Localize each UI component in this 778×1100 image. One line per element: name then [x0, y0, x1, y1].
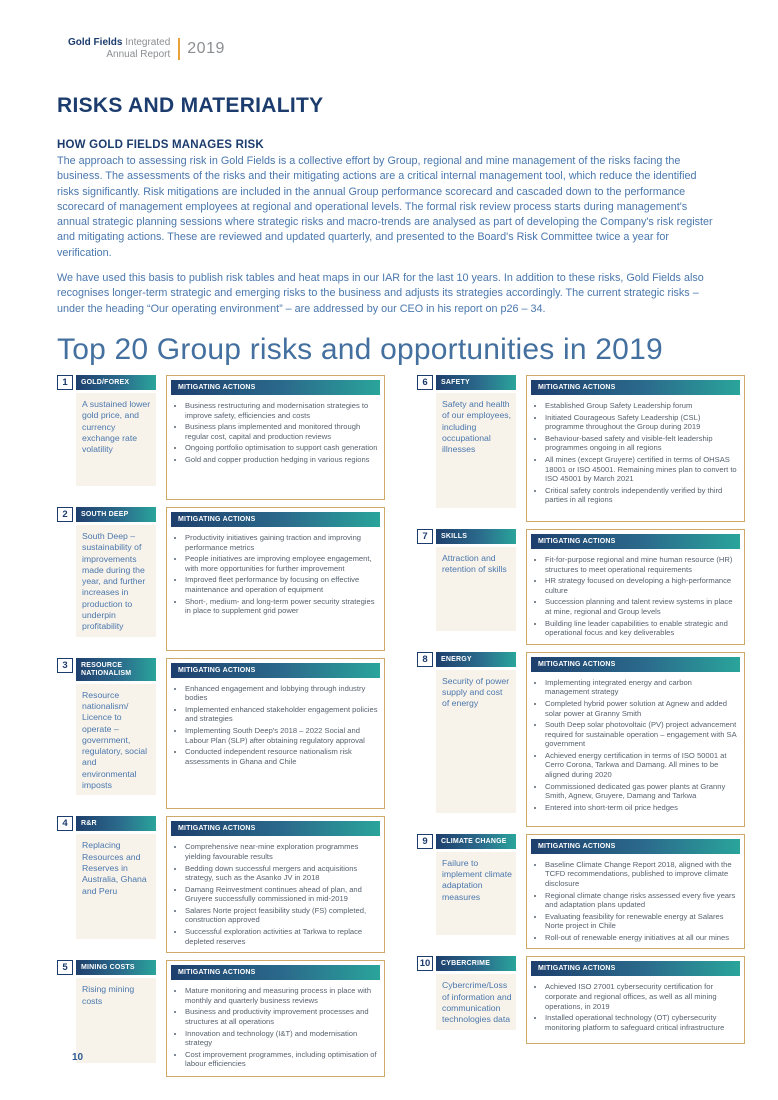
- action-item: • Bedding down successful mergers and acquisitions strategy, such as the Asanko JV in 2018: [185, 864, 378, 883]
- risk-number-badge: 7: [417, 529, 433, 544]
- risk-category-bar: SKILLS: [436, 529, 516, 544]
- risk-number-badge: 2: [57, 507, 73, 522]
- risk-item-3: [57, 658, 385, 810]
- action-item: • Completed hybrid power solution at Agnew and added solar power at Granny Smith: [545, 699, 738, 718]
- mitigating-actions-header: MITIGATING ACTIONS: [171, 663, 380, 678]
- section-paragraph-2: We have used this basis to publish risk tables and heat maps in our IAR for the last 10 years. In addition to these risks, Gold Fields also recognises longer-term strategic and emerging risks to the business and adjusts its strategies accordingly. The current strategic risks – under the heading “Our operating environment” – are addressed by our CEO in his report on p26 – 34.: [57, 272, 704, 315]
- action-item: • Successful exploration activities at Tarkwa to replace depleted reserves: [185, 927, 378, 946]
- section-paragraph-1: The approach to assessing risk in Gold Fields is a collective effort by Group, regional and mine management of the risks facing the business. The assessments of the risks and their mitigating actions are a critical internal management tool, which reduce the identified risks significantly. Risk mitigations are included in the annual Group performance scorecard and cascaded down to the performance scorecard of management employees at regional and operational levels. The formal risk review process starts during management's annual strategic planning sessions where strategic risks and macro-trends are analysed as part of developing the Company's risk register and mitigating actions. These are reviewed and updated quarterly, and presented to the Board's Risk Committee twice a year for verification.: [57, 155, 713, 259]
- mitigating-actions-header: MITIGATING ACTIONS: [531, 534, 740, 549]
- mitigating-actions-list: [171, 842, 378, 946]
- risk-category-bar: SAFETY: [436, 375, 516, 390]
- action-item: • Baseline Climate Change Report 2018, aligned with the TCFD recommendations, published to improve climate disclosure: [545, 860, 738, 889]
- action-item: • Damang Reinvestment continues ahead of plan, and Gruyere successfully commissioned in mid-2019: [185, 885, 378, 904]
- risk-number-badge: 8: [417, 652, 433, 667]
- risk-column-left: [57, 375, 385, 1084]
- mitigating-actions-box: [166, 375, 385, 500]
- action-item: • Critical safety controls independently verified by third parties in all regions: [545, 486, 738, 505]
- mitigating-actions-list: [171, 684, 378, 767]
- action-item: • Commissioned dedicated gas power plants at Granny Smith, Agnew, Gruyere, Damang and Tarkwa: [545, 782, 738, 801]
- action-item: • Mature monitoring and measuring process in place with monthly and quarterly business reviews: [185, 986, 378, 1005]
- mitigating-actions-list: [531, 401, 738, 505]
- action-item: • Achieved energy certification in terms of ISO 50001 at Cerro Corona, Tarkwa and Damang. All mines to be aligned during 2020: [545, 751, 738, 780]
- risk-number-badge: 4: [57, 816, 73, 831]
- action-item: • Short-, medium- and long-term power security strategies in place to supplement grid power: [185, 597, 378, 616]
- action-item: • Building line leader capabilities to enable strategic and operational focus and key deliverables: [545, 619, 738, 638]
- action-item: • People initiatives are improving employee engagement, with more opportunities for further improvement: [185, 554, 378, 573]
- risk-description: Safety and health of our employees, including occupational illnesses: [436, 393, 516, 508]
- brand-divider: [178, 38, 180, 60]
- risk-description: South Deep – sustainability of improvements made during the year, and further increases in production to underpin profitability: [76, 525, 156, 637]
- mitigating-actions-header: MITIGATING ACTIONS: [171, 512, 380, 527]
- mitigating-actions-box: [526, 956, 745, 1043]
- risk-column-right: [417, 375, 745, 1084]
- action-item: • Productivity initiatives gaining traction and improving performance metrics: [185, 533, 378, 552]
- action-item: • Improved fleet performance by focusing on effective maintenance and operation of equipment: [185, 575, 378, 594]
- risk-item-2: [57, 507, 385, 651]
- action-item: • Business and productivity improvement processes and structures at all operations: [185, 1007, 378, 1026]
- action-item: • Implementing integrated energy and carbon management strategy: [545, 678, 738, 697]
- risk-category-bar: SOUTH DEEP: [76, 507, 156, 522]
- risk-item-6: [417, 375, 745, 522]
- mitigating-actions-list: [171, 401, 378, 465]
- mitigating-actions-header: MITIGATING ACTIONS: [531, 961, 740, 976]
- risk-number-badge: 6: [417, 375, 433, 390]
- action-item: • South Deep solar photovoltaic (PV) project advancement required for sustainable operation – engagement with SA government: [545, 720, 738, 749]
- mitigating-actions-list: [171, 986, 378, 1069]
- risk-description: Resource nationalism/ Licence to operate – government, regulatory, social and environmental imposts: [76, 684, 156, 796]
- risk-category-bar: GOLD/FOREX: [76, 375, 156, 390]
- action-item: • Implementing South Deep's 2018 – 2022 Social and Labour Plan (SLP) after obtaining regulatory approval: [185, 726, 378, 745]
- brand-text: [68, 37, 170, 61]
- risk-description: Failure to implement climate adaptation measures: [436, 852, 516, 936]
- top20-title: Top 20 Group risks and opportunities in 2019: [57, 332, 663, 366]
- mitigating-actions-header: MITIGATING ACTIONS: [531, 839, 740, 854]
- mitigating-actions-list: [171, 533, 378, 616]
- action-item: • Achieved ISO 27001 cybersecurity certification for corporate and regional offices, as well as all mining operations, in 2019: [545, 982, 738, 1011]
- risk-number-badge: 3: [57, 658, 73, 673]
- page-number: 10: [72, 1052, 84, 1063]
- mitigating-actions-list: [531, 860, 738, 943]
- risk-description: A sustained lower gold price, and currency exchange rate volatility: [76, 393, 156, 486]
- action-item: • Comprehensive near-mine exploration programmes yielding favourable results: [185, 842, 378, 861]
- mitigating-actions-box: [166, 507, 385, 651]
- action-item: • Fit-for-purpose regional and mine human resource (HR) structures to meet operational requirements: [545, 555, 738, 574]
- risk-description: Cybercrime/Loss of information and communication technologies data: [436, 974, 516, 1029]
- risk-columns: [57, 375, 745, 1084]
- mitigating-actions-header: MITIGATING ACTIONS: [171, 380, 380, 395]
- action-item: • Succession planning and talent review systems in place at mine, regional and Group levels: [545, 597, 738, 616]
- action-item: • Salares Norte project feasibility study (FS) completed, construction approved: [185, 906, 378, 925]
- action-item: • Enhanced engagement and lobbying through industry bodies: [185, 684, 378, 703]
- mitigating-actions-header: MITIGATING ACTIONS: [171, 965, 380, 980]
- risk-category-bar: R&R: [76, 816, 156, 831]
- action-item: • Regional climate change risks assessed every five years and adaptation plans updated: [545, 891, 738, 910]
- risk-category-bar: MINING COSTS: [76, 960, 156, 975]
- action-item: • Innovation and technology (I&T) and modernisation strategy: [185, 1029, 378, 1048]
- brand-header: [68, 36, 745, 62]
- brand-year: 2019: [187, 40, 225, 57]
- risk-item-9: [417, 834, 745, 950]
- risk-description: Attraction and retention of skills: [436, 547, 516, 631]
- risk-category-bar: ENERGY: [436, 652, 516, 667]
- mitigating-actions-header: MITIGATING ACTIONS: [531, 657, 740, 672]
- section-heading: HOW GOLD FIELDS MANAGES RISK: [57, 139, 264, 151]
- risk-category-bar: RESOURCE NATIONALISM: [76, 658, 156, 681]
- risk-item-4: [57, 816, 385, 953]
- risk-description: Security of power supply and cost of energy: [436, 670, 516, 813]
- action-item: • Business restructuring and modernisation strategies to improve safety, efficiencies and costs: [185, 401, 378, 420]
- mitigating-actions-box: [166, 816, 385, 953]
- risk-item-5: [57, 960, 385, 1077]
- brand-name: Gold Fields: [68, 37, 123, 48]
- mitigating-actions-box: [526, 375, 745, 522]
- risk-description: Rising mining costs: [76, 978, 156, 1063]
- page-title: RISKS AND MATERIALITY: [57, 94, 324, 117]
- action-item: • All mines (except Gruyere) certified in terms of OHSAS 18001 or ISO 45001. Remaining mines plan to convert to ISO 45001 by March 2021: [545, 455, 738, 484]
- action-item: • Installed operational technology (OT) cybersecurity monitoring platform to safeguard critical infrastructure: [545, 1013, 738, 1032]
- action-item: • Entered into short-term oil price hedges: [545, 803, 738, 813]
- mitigating-actions-box: [166, 658, 385, 810]
- risk-item-10: [417, 956, 745, 1043]
- risk-number-badge: 1: [57, 375, 73, 390]
- mitigating-actions-list: [531, 982, 738, 1032]
- risk-item-7: [417, 529, 745, 645]
- mitigating-actions-header: MITIGATING ACTIONS: [531, 380, 740, 395]
- risk-item-1: [57, 375, 385, 500]
- risk-number-badge: 5: [57, 960, 73, 975]
- risk-number-badge: 10: [417, 956, 433, 971]
- brand-line2: Annual Report: [106, 49, 171, 60]
- action-item: • HR strategy focused on developing a high-performance culture: [545, 576, 738, 595]
- action-item: • Established Group Safety Leadership forum: [545, 401, 738, 411]
- action-item: • Gold and copper production hedging in various regions: [185, 455, 378, 465]
- risk-number-badge: 9: [417, 834, 433, 849]
- mitigating-actions-list: [531, 555, 738, 638]
- action-item: • Initiated Courageous Safety Leadership (CSL) programme throughout the Group during 2019: [545, 413, 738, 432]
- action-item: • Implemented enhanced stakeholder engagement policies and strategies: [185, 705, 378, 724]
- mitigating-actions-box: [526, 652, 745, 827]
- risk-category-bar: CLIMATE CHANGE: [436, 834, 516, 849]
- action-item: • Business plans implemented and monitored through regular cost, capital and production reviews: [185, 422, 378, 441]
- action-item: • Ongoing portfolio optimisation to support cash generation: [185, 443, 378, 453]
- mitigating-actions-list: [531, 678, 738, 813]
- brand-type: Integrated: [125, 37, 171, 48]
- risk-description: Replacing Resources and Reserves in Australia, Ghana and Peru: [76, 834, 156, 939]
- mitigating-actions-box: [526, 834, 745, 950]
- risk-category-bar: CYBERCRIME: [436, 956, 516, 971]
- mitigating-actions-box: [526, 529, 745, 645]
- action-item: • Conducted independent resource nationalism risk assessments in Ghana and Chile: [185, 747, 378, 766]
- action-item: • Roll-out of renewable energy initiatives at all our mines: [545, 933, 738, 943]
- action-item: • Cost improvement programmes, including optimisation of labour efficiencies: [185, 1050, 378, 1069]
- mitigating-actions-header: MITIGATING ACTIONS: [171, 821, 380, 836]
- action-item: • Evaluating feasibility for renewable energy at Salares Norte project in Chile: [545, 912, 738, 931]
- risk-item-8: [417, 652, 745, 827]
- mitigating-actions-box: [166, 960, 385, 1077]
- action-item: • Behaviour-based safety and visible-felt leadership programmes ongoing in all regions: [545, 434, 738, 453]
